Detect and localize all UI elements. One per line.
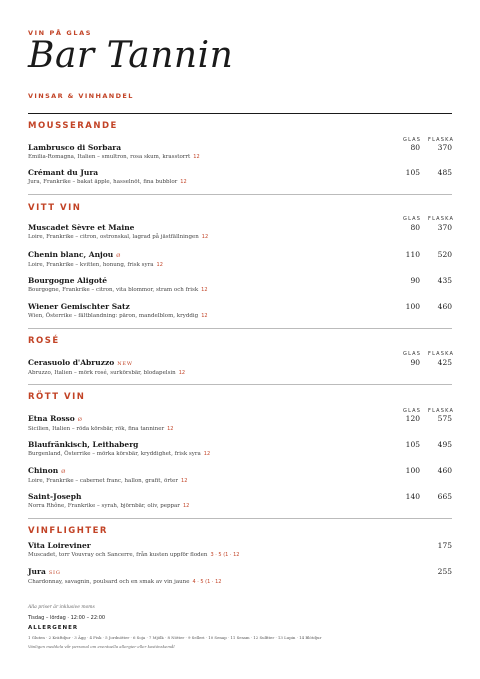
flight-item (28, 541, 452, 560)
wine-name: Crémant du Jura (28, 168, 99, 177)
wine-description: Abruzzo, Italien – mörk rosé, surkörsbär, blodapelsin (28, 370, 176, 376)
price-flaska: 520 (437, 250, 452, 259)
wine-tag: Ø (116, 253, 122, 259)
section-heading-vinflighter: VINFLIGHTER (28, 526, 108, 536)
column-header-flaska: FLASKA (428, 351, 455, 357)
wine-name: Chenin blanc, Anjou (28, 250, 114, 259)
price-glas: 105 (405, 168, 420, 177)
allergen-code: 12 (181, 478, 188, 484)
section-heading-rott-vin: RÖTT VIN (28, 392, 86, 402)
wine-description: Loire, Frankrike – cabernet franc, hallon, grafit, örter (28, 478, 179, 484)
price-flaska: 435 (437, 276, 452, 285)
wine-name: Lambrusco di Sorbara (28, 143, 122, 152)
allergen-code: 12 (156, 262, 163, 268)
wine-item (28, 223, 452, 242)
column-header-flaska: FLASKA (428, 408, 455, 414)
flight-name: Vita Loireviner (28, 541, 91, 550)
price-flaska: 495 (437, 440, 452, 449)
wine-description: Sicilien, Italien – röda körsbär, rök, fina tanniner (28, 426, 165, 432)
wine-tag: Ø (61, 469, 67, 475)
allergen-code: 12 (201, 287, 208, 293)
wine-name: Saint-Joseph (28, 492, 82, 501)
wine-item (28, 440, 452, 459)
wine-name: Chinon (28, 466, 59, 475)
wine-name: Blaufränkisch, Leithaberg (28, 440, 139, 449)
section-heading-mousserande: MOUSSERANDE (28, 121, 118, 131)
section-heading-vitt-vin: VITT VIN (28, 203, 82, 213)
allergen-code: 4 · 5 (1 · 12 (192, 579, 222, 585)
wine-description: Norra Rhône, Frankrike – syrah, björnbär, oliv, peppar (28, 503, 180, 509)
wine-name: Etna Rosso (28, 414, 75, 423)
price-flaska: 460 (437, 466, 452, 475)
price-glas: 80 (410, 143, 420, 152)
allergen-heading: ALLERGENER (28, 625, 79, 631)
allergen-code: 12 (180, 179, 187, 185)
column-header-glas: GLAS (403, 137, 422, 143)
wine-name: Cerasuolo d'Abruzzo (28, 358, 115, 367)
wine-name: Muscadet Sèvre et Maine (28, 223, 135, 232)
price-flaska: 425 (437, 358, 452, 367)
section-divider (28, 328, 452, 329)
wine-item (28, 414, 452, 434)
price-flaska: 370 (437, 223, 452, 232)
wine-item (28, 276, 452, 295)
price-glas: 90 (410, 358, 420, 367)
menu-kicker: VIN PÅ GLAS (28, 29, 92, 37)
flight-name: Jura (28, 567, 46, 576)
price-glas: 110 (405, 250, 420, 259)
flight-description: Chardonnay, savagnin, poulsard och en smak av vin jaune (28, 579, 190, 585)
wine-name: Wiener Gemischter Satz (28, 302, 130, 311)
wine-tag: Ø (77, 417, 83, 423)
wine-description: Bourgogne, Frankrike – citron, vita blommor, stram och frisk (28, 287, 199, 293)
price-glas: 105 (405, 440, 420, 449)
price-glas: 140 (405, 492, 420, 501)
wine-item (28, 302, 452, 321)
price-flaska: 665 (437, 492, 452, 501)
vat-note: Alla priser är inklusive moms (28, 605, 95, 610)
price-glas: 90 (410, 276, 420, 285)
flight-tag: SIG (48, 570, 61, 576)
section-heading-rose: ROSÉ (28, 336, 60, 346)
price-flaska: 460 (437, 302, 452, 311)
allergen-code: 3 · 5 (1 · 12 (210, 552, 240, 558)
allergen-code: 12 (182, 503, 190, 509)
price-flight: 175 (437, 541, 452, 550)
column-header-glas: GLAS (403, 216, 422, 222)
wine-item (28, 250, 452, 270)
column-header-flaska: FLASKA (428, 137, 455, 143)
wine-name: Bourgogne Aligoté (28, 276, 108, 285)
flight-item (28, 567, 452, 587)
menu-subtitle: VINSAR & VINHANDEL (28, 92, 134, 100)
price-flaska: 575 (437, 414, 452, 423)
wine-description: Loire, Frankrike – citron, ostronskal, lagrad på jästfällningen (28, 234, 199, 240)
section-divider (28, 194, 452, 195)
opening-hours: Tisdag – lördag · 12:00 – 22:00 (28, 615, 106, 621)
allergen-code: 12 (201, 313, 208, 319)
price-glas: 100 (405, 466, 420, 475)
allergen-code: 12 (201, 234, 209, 240)
column-header-flaska: FLASKA (428, 216, 455, 222)
price-flaska: 370 (437, 143, 452, 152)
wine-item (28, 143, 452, 162)
allergen-code: 12 (178, 370, 186, 376)
allergen-code: 12 (167, 426, 174, 432)
wine-item (28, 358, 452, 378)
wine-description: Wien, Österrike – fältblandning: päron, mandelblom, kryddig (28, 313, 199, 319)
wine-item (28, 466, 452, 486)
wine-description: Emilia-Romagna, Italien – smultron, rosa skum, krasstorrt (28, 154, 191, 160)
column-header-glas: GLAS (403, 408, 422, 414)
allergen-code: 12 (203, 451, 211, 457)
allergy-disclaimer: Vänligen meddela vår personal om eventuella allergier eller kostönskemål (28, 644, 175, 649)
section-divider (28, 518, 452, 519)
wine-description: Jura, Frankrike – bakat äpple, hasselnöt, fina bubblor (28, 179, 178, 185)
price-glas: 120 (405, 414, 420, 423)
flight-description: Muscadet, torr Vouvray och Sancerre, från kusten uppför floden (28, 552, 208, 558)
allergen-list: 1 Gluten · 2 Kräftdjur · 3 Ägg · 4 Fisk · 5 Jordnötter · 6 Soja · 7 Mjölk · 8 Nötter · 9 Selleri · 10 Senap · 11 Sesam · 12 Sulfiter · 13 Lupin · 14 Blötdjur (28, 635, 322, 640)
allergen-code: 12 (193, 154, 200, 160)
wine-description: Burgenland, Österrike – mörka körsbär, kryddighet, frisk syra (28, 451, 201, 457)
price-flaska: 485 (437, 168, 452, 177)
header-divider (28, 113, 452, 114)
wine-item (28, 492, 452, 511)
section-divider (28, 384, 452, 385)
price-glas: 100 (405, 302, 420, 311)
column-header-glas: GLAS (403, 351, 422, 357)
price-flight: 255 (437, 567, 452, 576)
wine-item (28, 168, 452, 187)
menu-title: Bar Tannin (28, 35, 234, 76)
wine-description: Loire, Frankrike – kvitten, honung, frisk syra (28, 262, 154, 268)
price-glas: 80 (410, 223, 420, 232)
wine-tag: NEW (117, 361, 133, 367)
